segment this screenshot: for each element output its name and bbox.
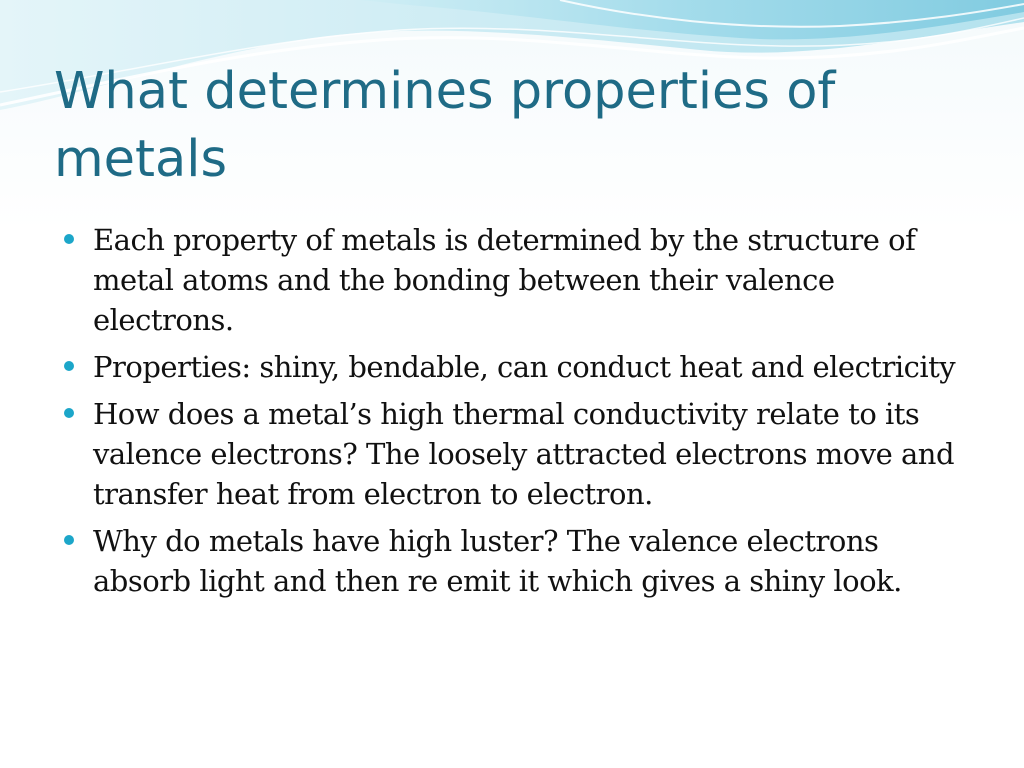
bullet-marker-icon (64, 234, 74, 244)
bullet-item (64, 394, 974, 514)
bullet-list (64, 220, 974, 608)
bullet-text: Why do metals have high luster? The valence electrons absorb light and then re emit it which gives a shiny look. (93, 524, 902, 598)
bullet-text: How does a metal’s high thermal conductivity relate to its valence electrons? The loosely attracted electrons move and transfer heat from electron to electron. (93, 397, 955, 511)
bullet-item (64, 347, 974, 387)
bullet-text: Each property of metals is determined by the structure of metal atoms and the bonding between their valence electrons. (93, 223, 916, 337)
bullet-marker-icon (64, 535, 74, 545)
bullet-item (64, 521, 974, 601)
bullet-text: Properties: shiny, bendable, can conduct heat and electricity (93, 350, 956, 384)
bullet-marker-icon (64, 361, 74, 371)
slide-title: What determines properties of metals (54, 62, 836, 189)
bullet-marker-icon (64, 408, 74, 418)
bullet-item (64, 220, 974, 340)
